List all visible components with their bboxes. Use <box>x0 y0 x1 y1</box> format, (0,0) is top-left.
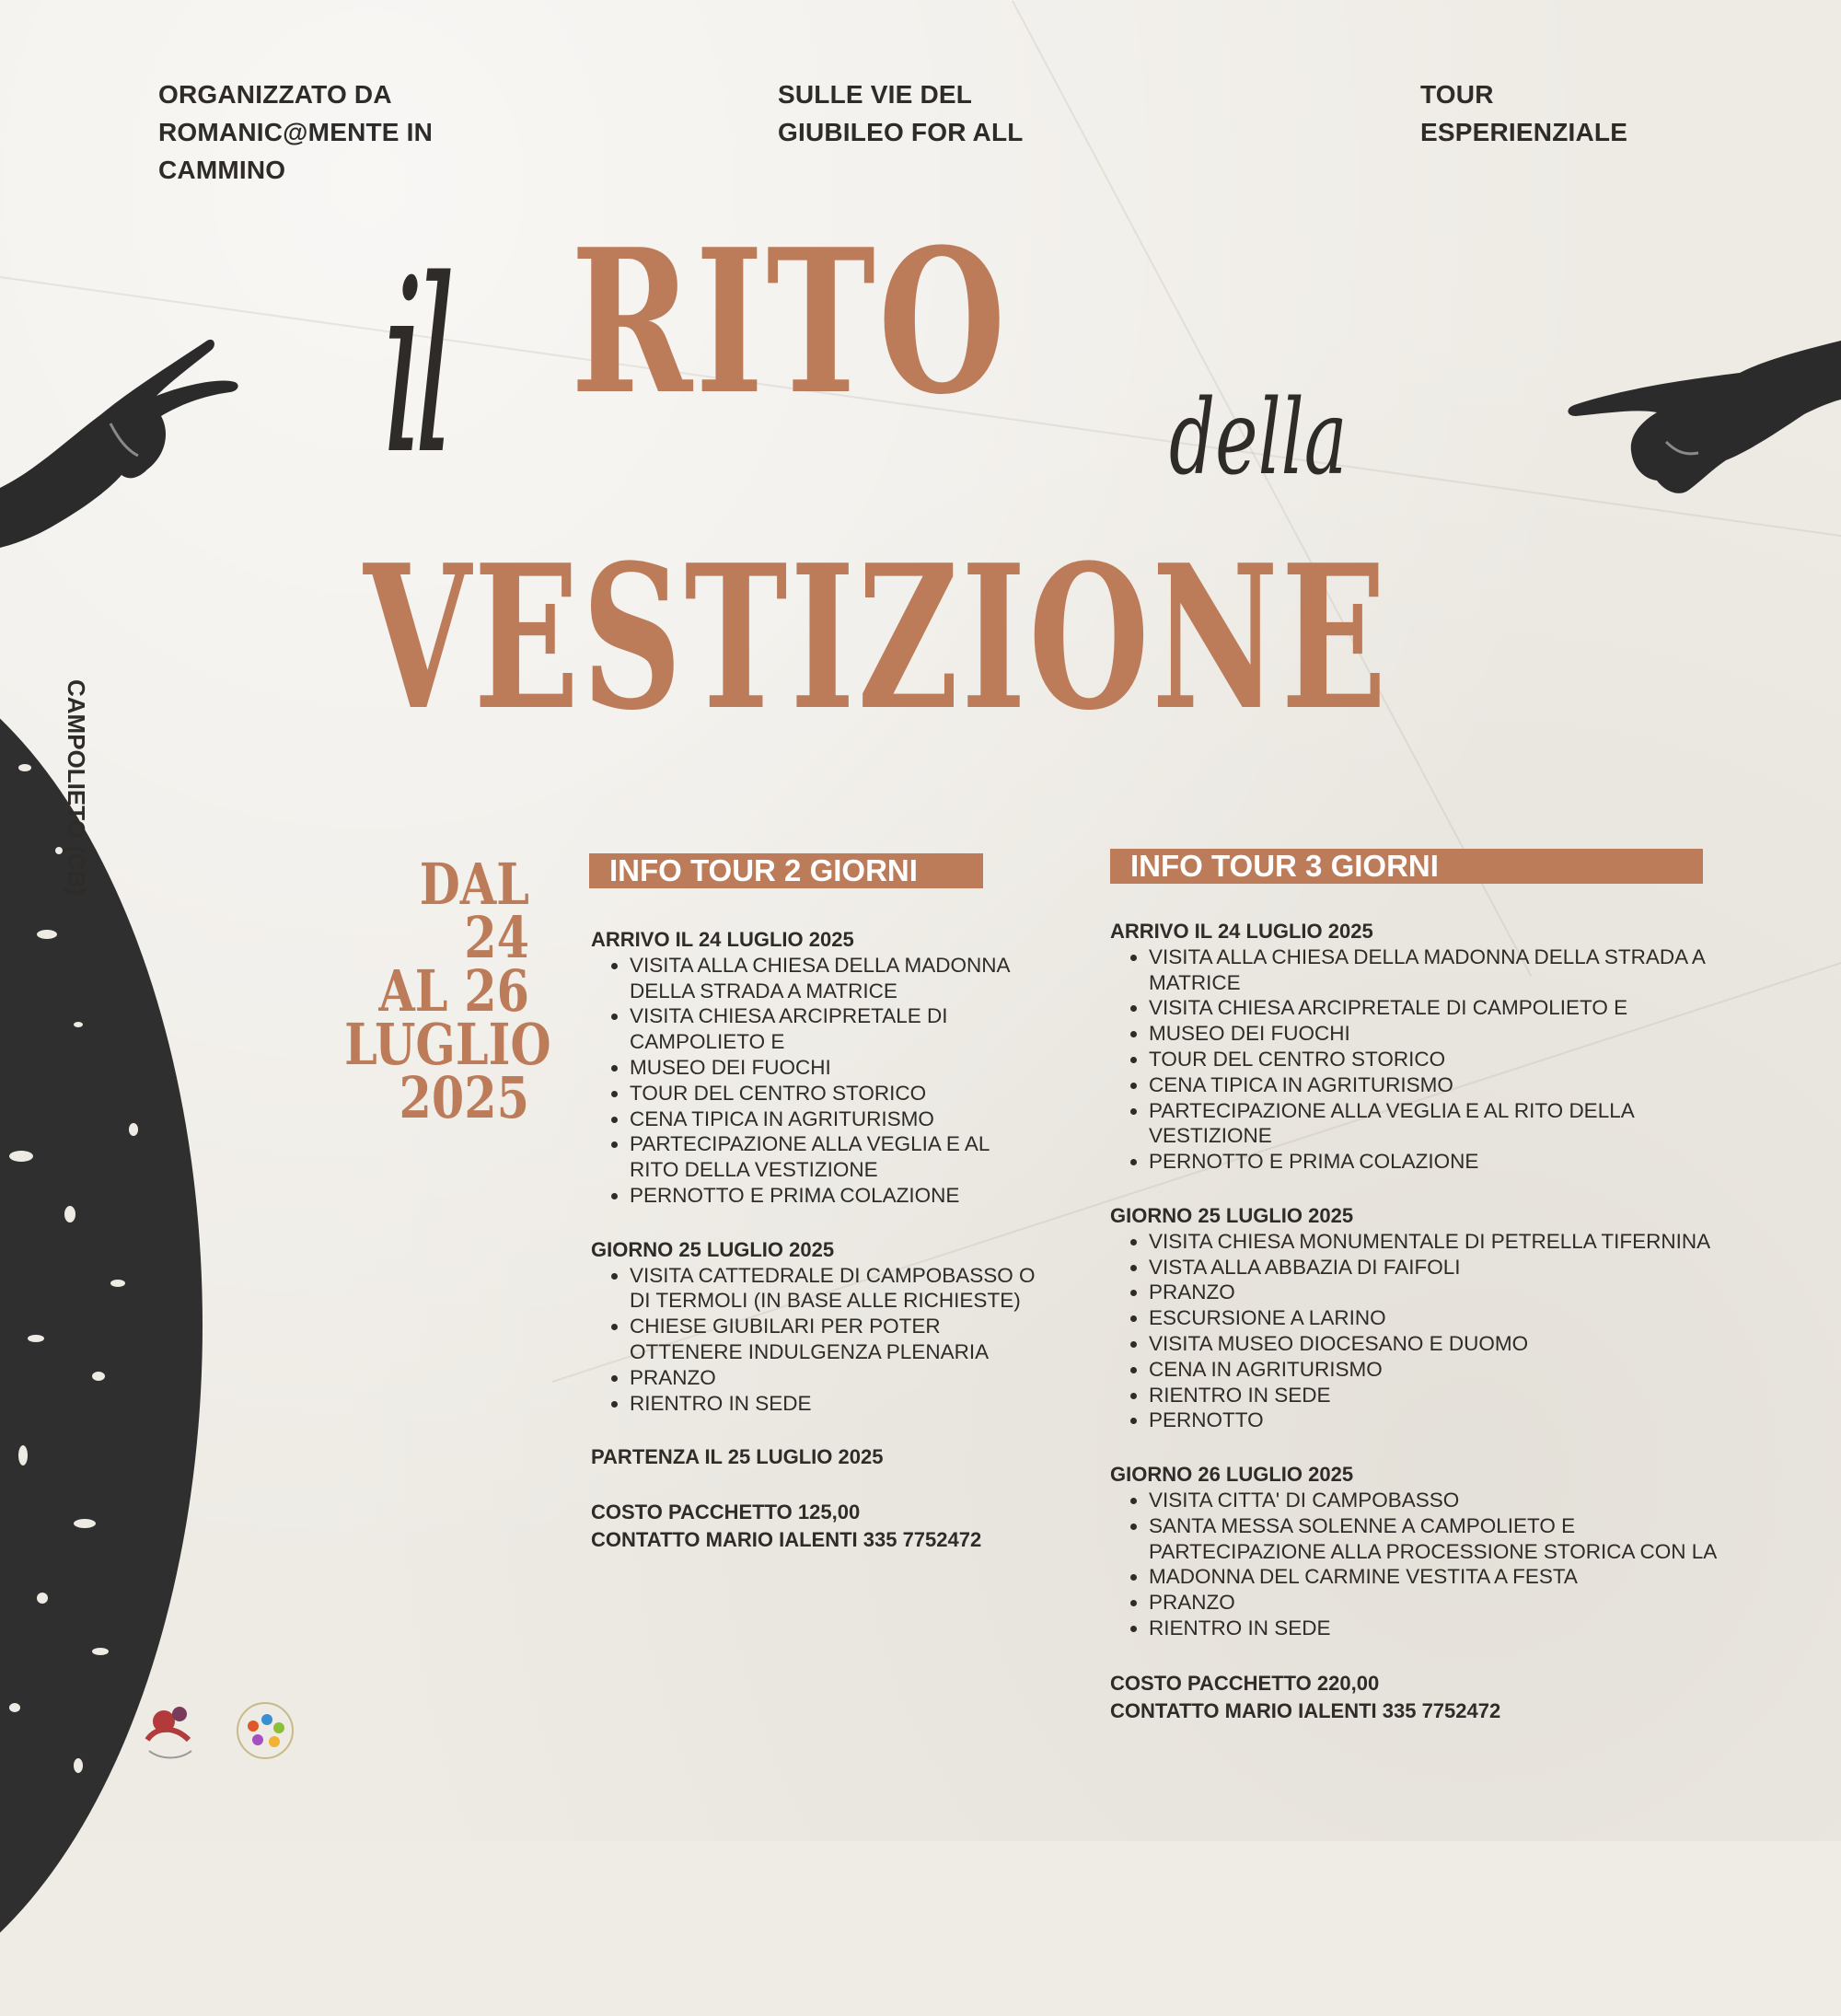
list-item: • RIENTRO IN SEDE <box>1149 1383 1736 1408</box>
package-cost: COSTO PACCHETTO 220,00 <box>1110 1671 1380 1695</box>
activity-list <box>591 1263 1042 1417</box>
list-item: • PARTECIPAZIONE ALLA VEGLIA E AL RITO DELLA VESTIZIONE <box>1149 1098 1736 1150</box>
list-item: • VISITA CHIESA ARCIPRETALE DI CAMPOLIETO E <box>1149 995 1736 1021</box>
list-item: • PERNOTTO <box>1149 1408 1736 1433</box>
list-item: • CHIESE GIUBILARI PER POTER OTTENERE INDULGENZA PLENARIA <box>630 1314 1042 1365</box>
list-item: • RIENTRO IN SEDE <box>1149 1616 1736 1641</box>
day-title: GIORNO 25 LUGLIO 2025 <box>1110 1203 1354 1227</box>
dates-line: LUGLIO <box>344 1011 551 1078</box>
package-cost: COSTO PACCHETTO 125,00 <box>591 1500 861 1524</box>
activity-list <box>1110 944 1736 1175</box>
list-item: • VISITA CITTA' DI CAMPOBASSO <box>1149 1488 1736 1513</box>
right-hand-icon <box>1528 331 1841 506</box>
list-item: • VISITA ALLA CHIESA DELLA MADONNA DELLA STRADA A MATRICE <box>630 953 1042 1004</box>
activity-list <box>591 953 1042 1209</box>
day-title: GIORNO 26 LUGLIO 2025 <box>1110 1463 1354 1487</box>
activity-list <box>1110 1229 1736 1433</box>
dates-line: AL 26 <box>378 957 529 1025</box>
list-item: • PERNOTTO E PRIMA COLAZIONE <box>630 1183 1042 1209</box>
list-item: • MADONNA DEL CARMINE VESTITA A FESTA <box>1149 1564 1736 1590</box>
left-hand-icon <box>0 304 249 562</box>
list-item: • TOUR DEL CENTRO STORICO <box>1149 1047 1736 1072</box>
dates-line: 2025 <box>399 1064 529 1131</box>
list-item: • RIENTRO IN SEDE <box>630 1391 1042 1417</box>
list-item: • PRANZO <box>1149 1280 1736 1305</box>
title-della: della <box>1169 378 1348 498</box>
list-item: • VISITA CHIESA MONUMENTALE DI PETRELLA TIFERNINA <box>1149 1229 1736 1255</box>
list-item: • VISITA ALLA CHIESA DELLA MADONNA DELLA STRADA A MATRICE <box>1149 944 1736 996</box>
list-item: • VISITA CHIESA ARCIPRETALE DI CAMPOLIETO E <box>630 1003 1042 1055</box>
list-item: • TOUR DEL CENTRO STORICO <box>630 1081 1042 1106</box>
activity-list <box>1110 1488 1736 1641</box>
list-item: • CENA TIPICA IN AGRITURISMO <box>1149 1072 1736 1098</box>
list-item: • SANTA MESSA SOLENNE A CAMPOLIETO E PARTECIPAZIONE ALLA PROCESSIONE STORICA CON LA <box>1149 1513 1736 1565</box>
program-text: SULLE VIE DEL GIUBILEO FOR ALL <box>778 80 1024 146</box>
contact-info: CONTATTO MARIO IALENTI 335 7752472 <box>1110 1698 1501 1722</box>
dates-line: DAL 24 <box>419 851 529 971</box>
title-il: il <box>382 229 446 507</box>
departure-text: PARTENZA IL 25 LUGLIO 2025 <box>591 1445 884 1469</box>
giubileo-for-all-logo <box>237 1703 293 1758</box>
tour2-heading: INFO TOUR 2 GIORNI <box>589 853 983 888</box>
event-dates <box>344 851 551 1131</box>
list-item: • MUSEO DEI FUOCHI <box>1149 1021 1736 1047</box>
partner-logos <box>138 1694 322 1767</box>
tour-type-text: TOUR ESPERIENZIALE <box>1420 80 1628 146</box>
list-item: • VISITA MUSEO DIOCESANO E DUOMO <box>1149 1331 1736 1357</box>
list-item: • PARTECIPAZIONE ALLA VEGLIA E AL RITO DELLA VESTIZIONE <box>630 1131 1042 1183</box>
tour3-heading: INFO TOUR 3 GIORNI <box>1110 849 1703 884</box>
list-item: • CENA IN AGRITURISMO <box>1149 1357 1736 1383</box>
romanicamente-logo <box>147 1707 191 1758</box>
list-item: • VISITA CATTEDRALE DI CAMPOBASSO O DI TERMOLI (IN BASE ALLE RICHIESTE) <box>630 1263 1042 1315</box>
organizer-text: ORGANIZZATO DA ROMANIC@MENTE IN CAMMINO <box>158 80 434 184</box>
list-item: • VISTA ALLA ABBAZIA DI FAIFOLI <box>1149 1255 1736 1280</box>
day-title: GIORNO 25 LUGLIO 2025 <box>591 1237 835 1261</box>
list-item: • PRANZO <box>630 1365 1042 1391</box>
day-title: ARRIVO IL 24 LUGLIO 2025 <box>591 928 854 951</box>
list-item: • PRANZO <box>1149 1590 1736 1616</box>
location-label: CAMPOLIETO (CB) <box>63 679 90 896</box>
contact-info: CONTATTO MARIO IALENTI 335 7752472 <box>591 1528 982 1552</box>
tour2-details <box>591 927 1042 1554</box>
title-vestizione: VESTIZIONE <box>364 521 1390 754</box>
list-item: • ESCURSIONE A LARINO <box>1149 1305 1736 1331</box>
list-item: • CENA TIPICA IN AGRITURISMO <box>630 1106 1042 1132</box>
list-item: • PERNOTTO E PRIMA COLAZIONE <box>1149 1149 1736 1175</box>
list-item: • MUSEO DEI FUOCHI <box>630 1055 1042 1081</box>
title-rito: RITO <box>571 205 1009 438</box>
day-title: ARRIVO IL 24 LUGLIO 2025 <box>1110 920 1373 943</box>
tour3-details <box>1110 919 1736 1725</box>
